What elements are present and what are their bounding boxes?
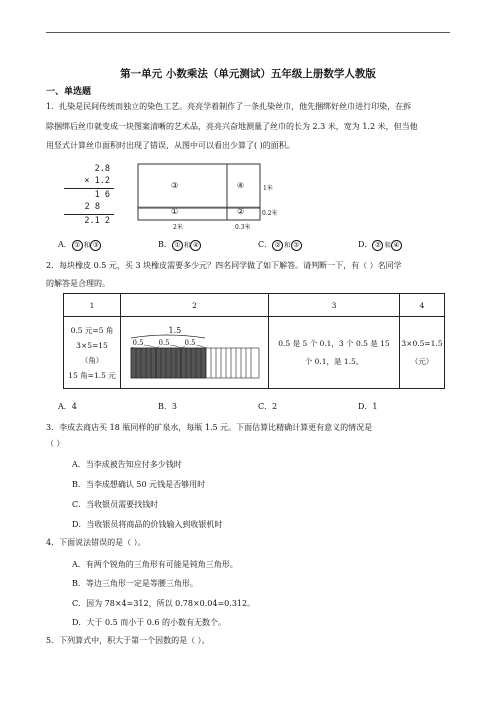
- q2-option-c[interactable]: C．2: [258, 402, 278, 411]
- q3-option-b[interactable]: B．当李成想确认 50 元钱是否够用时: [72, 480, 206, 489]
- cell-text: 15 角=1.5 元: [68, 370, 116, 380]
- table-header: 2: [121, 294, 269, 317]
- q5-line-1: 5．下列算式中，积大于第一个因数的是（ ）。: [46, 636, 210, 645]
- q3-option-c[interactable]: C．当收银员需要找钱时: [72, 500, 159, 509]
- calc-line: 2 8: [84, 202, 100, 212]
- q4-option-c[interactable]: C．因为 78×4=312，所以 0.78×0.04=0.312。: [72, 599, 256, 608]
- cell-text: 3×0.5=1.5: [401, 338, 443, 348]
- table-header: 4: [400, 294, 445, 317]
- document-title: 第一单元 小数乘法（单元测试）五年级上册数学人教版: [120, 68, 376, 80]
- cell-text: 个 0.1，是 1.5。: [304, 356, 364, 366]
- q1-line-2: 除捆绑后丝巾就变成一块图案清晰的艺术品，亮亮兴奋地测量了丝巾的长为 2.3 米，宽为 1.2 米，但当他: [46, 122, 418, 131]
- section-heading: 一、单选题: [46, 87, 92, 97]
- table-header: 3: [269, 294, 400, 317]
- cell-text: 0.5 元=5 角: [70, 325, 114, 335]
- part-label: 0.5: [184, 338, 196, 347]
- q3-option-a[interactable]: A．当李成被告知应付多少钱时: [72, 460, 182, 469]
- bottom-label-0.3m: 0.3米: [235, 224, 251, 231]
- q1-area-figure: [137, 163, 287, 233]
- q2-solutions-table: [63, 293, 445, 389]
- q2-option-d[interactable]: D．1: [358, 402, 378, 411]
- q2-line-2: 的解答是合理的。: [46, 279, 110, 288]
- calc-line: 2.1 2: [84, 216, 110, 226]
- region-3-label: ③: [171, 181, 179, 190]
- bottom-label-2m: 2米: [173, 224, 183, 231]
- q4-option-b[interactable]: B．等边三角形一定是等腰三角形。: [72, 579, 198, 588]
- solution-4-cell: [400, 317, 445, 389]
- q4-option-a[interactable]: A．有两个锐角的三角形有可能是钝角三角形。: [72, 560, 238, 569]
- q1-line-1: 1．扎染是民间传统而独立的染色工艺。亮亮学着制作了一条扎染丝巾，他先捆绑好丝巾进行印染，在拆: [46, 102, 412, 111]
- q1-option-b[interactable]: B． ① 和 ④: [158, 239, 202, 251]
- region-1-label: ①: [171, 207, 179, 216]
- header-rule: [46, 32, 450, 33]
- q1-option-c[interactable]: C． ② 和 ③: [258, 239, 303, 251]
- side-label-1m: 1米: [263, 185, 273, 192]
- q3-line-1: 3．李成去商店买 18 瓶同样的矿泉水，每瓶 1.5 元。下面估算比精确计算更有意义的情况是: [46, 423, 373, 432]
- calc-rule: [64, 188, 114, 189]
- part-label: 0.5: [158, 338, 170, 347]
- solution-2-cell: [121, 317, 269, 389]
- total-label: 1.5: [168, 325, 182, 335]
- q2-option-b[interactable]: B．3: [158, 402, 177, 411]
- grid-diagram: [129, 324, 261, 382]
- q1-calculation-figure: [60, 164, 114, 226]
- solution-1-cell: [64, 317, 121, 389]
- calc-line: × 1.2: [84, 176, 110, 186]
- q2-option-a[interactable]: A．4: [58, 402, 77, 411]
- solution-3-cell: [269, 317, 400, 389]
- q4-option-d[interactable]: D．大于 0.5 而小于 0.6 的小数有无数个。: [72, 618, 227, 627]
- cell-text: （元）: [410, 356, 434, 366]
- q3-line-2: （ ）: [46, 439, 65, 448]
- q2-line-1: 2．每块橡皮 0.5 元，买 3 块橡皮需要多少元？四名同学做了如下解答。请判断一下，有（ ）名同学: [46, 261, 402, 270]
- region-2-label: ②: [237, 207, 245, 216]
- cell-text: 0.5 是 5 个 0.1，3 个 0.5 是 15: [278, 338, 390, 348]
- q1-option-a[interactable]: A． ① 和 ③: [58, 239, 102, 251]
- q4-line-1: 4．下面说法错误的是（ ）。: [46, 538, 146, 547]
- calc-line: 1 6: [94, 190, 110, 200]
- cell-text: （角）: [80, 355, 104, 365]
- side-label-0.2m: 0.2米: [262, 210, 278, 217]
- region-4-label: ④: [237, 181, 245, 190]
- q1-line-3: 用竖式计算丝巾面积时出现了错误，从图中可以看出少算了( )的面积。: [46, 141, 295, 150]
- table-header: 1: [64, 294, 121, 317]
- calc-line: 2.8: [94, 164, 110, 174]
- calc-rule: [64, 214, 114, 215]
- q1-option-d[interactable]: D． ② 和 ④: [358, 239, 403, 251]
- cell-text: 3×5=15: [76, 340, 108, 350]
- tenths-bars: [129, 324, 261, 382]
- area-diagram: [137, 163, 287, 233]
- part-label: 0.5: [132, 338, 144, 347]
- q3-option-d[interactable]: D．当收银员将商品的价钱输入到收银机时: [72, 520, 223, 529]
